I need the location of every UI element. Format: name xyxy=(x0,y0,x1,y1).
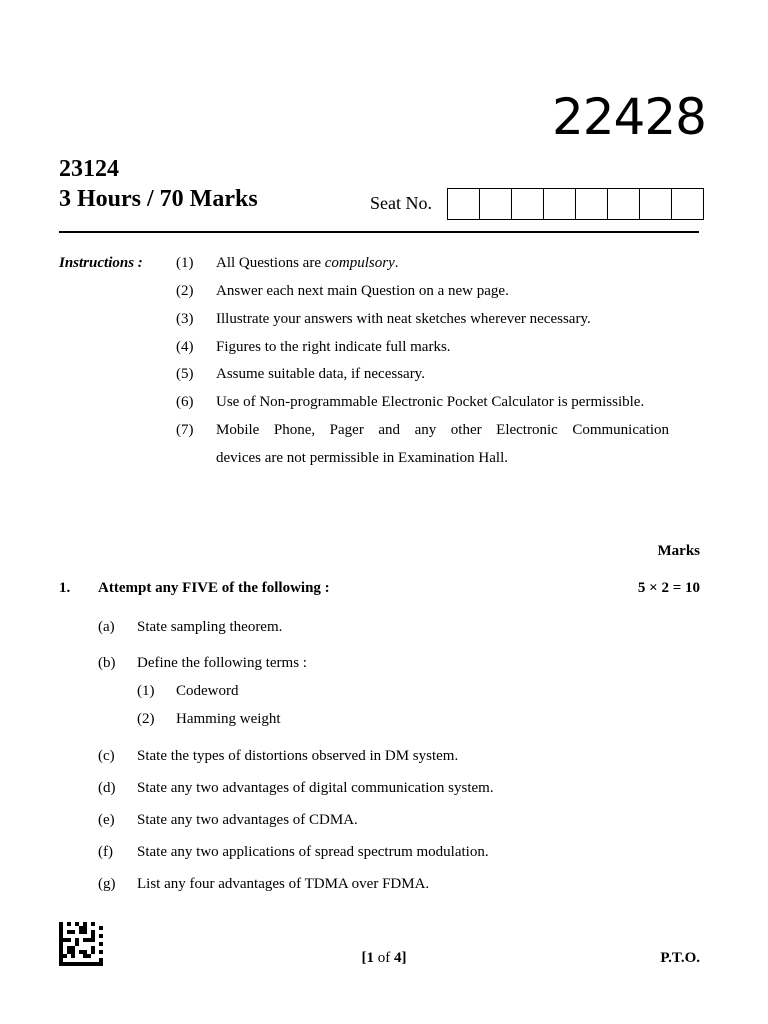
part-text: State any two applications of spread spectrum modulation. xyxy=(137,844,489,860)
question-text: Attempt any FIVE of the following : xyxy=(98,580,330,596)
page-of: of xyxy=(374,950,394,966)
header-divider xyxy=(59,231,699,233)
instruction-text: Use of Non-programmable Electronic Pocket Calculator is permissible. xyxy=(216,394,645,410)
part-text: State any two advantages of CDMA. xyxy=(137,812,358,828)
question-number: 1. xyxy=(59,580,71,596)
part-text: State any two advantages of digital communication system. xyxy=(137,780,494,796)
instructions-heading: Instructions : xyxy=(59,255,143,271)
seat-number-box xyxy=(640,189,672,219)
instruction-text: Assume suitable data, if necessary. xyxy=(216,366,425,382)
instruction-number: (1) xyxy=(176,255,194,271)
subpart-label: (2) xyxy=(137,711,155,727)
page-total: 4 xyxy=(394,950,402,966)
part-label: (c) xyxy=(98,748,115,764)
page-bracket-close: ] xyxy=(401,950,407,966)
please-turn-over: P.T.O. xyxy=(660,950,700,966)
seat-number-box xyxy=(544,189,576,219)
part-text: State the types of distortions observed in DM system. xyxy=(137,748,459,764)
instruction-text xyxy=(216,255,692,272)
instruction-text: Mobile Phone, Pager and any other Electronic Communication xyxy=(216,422,669,438)
part-label: (b) xyxy=(98,655,116,671)
instruction-emphasis: compulsory xyxy=(324,255,395,271)
marks-column-heading: Marks xyxy=(657,543,700,559)
page-current: 1 xyxy=(366,950,374,966)
instruction-text: Answer each next main Question on a new page. xyxy=(216,283,509,299)
page-indicator xyxy=(0,950,768,967)
seat-number-box xyxy=(576,189,608,219)
seat-number-box xyxy=(480,189,512,219)
paper-code: 23124 xyxy=(59,156,119,182)
part-text: Define the following terms : xyxy=(137,655,307,671)
question-marks: 5 × 2 = 10 xyxy=(637,580,700,596)
instruction-number: (7) xyxy=(176,422,194,438)
subpart-label: (1) xyxy=(137,683,155,699)
seat-number-boxes xyxy=(447,188,704,220)
instruction-text-part: All Questions are xyxy=(216,255,325,271)
seat-number-box xyxy=(608,189,640,219)
instruction-text: Figures to the right indicate full marks. xyxy=(216,339,451,355)
part-label: (g) xyxy=(98,876,116,892)
part-label: (e) xyxy=(98,812,115,828)
instruction-number: (6) xyxy=(176,394,194,410)
instruction-number: (4) xyxy=(176,339,194,355)
part-label: (a) xyxy=(98,619,115,635)
exam-duration-marks: 3 Hours / 70 Marks xyxy=(59,186,258,212)
seat-number-box xyxy=(448,189,480,219)
page-bracket-open: [ xyxy=(361,950,367,966)
instruction-text: Illustrate your answers with neat sketches wherever necessary. xyxy=(216,311,591,327)
part-label: (d) xyxy=(98,780,116,796)
part-text: List any four advantages of TDMA over FDMA. xyxy=(137,876,430,892)
seat-number-box xyxy=(672,189,703,219)
instruction-text-part: . xyxy=(394,255,399,271)
subpart-text: Hamming weight xyxy=(176,711,281,727)
instruction-text: devices are not permissible in Examination Hall. xyxy=(216,450,509,466)
subject-code: 22428 xyxy=(551,88,706,146)
seat-number-box xyxy=(512,189,544,219)
part-text: State sampling theorem. xyxy=(137,619,283,635)
instruction-number: (3) xyxy=(176,311,194,327)
instruction-number: (2) xyxy=(176,283,194,299)
part-label: (f) xyxy=(98,844,113,860)
subpart-text: Codeword xyxy=(176,683,239,699)
instruction-number: (5) xyxy=(176,366,194,382)
seat-number-label: Seat No. xyxy=(370,193,432,213)
